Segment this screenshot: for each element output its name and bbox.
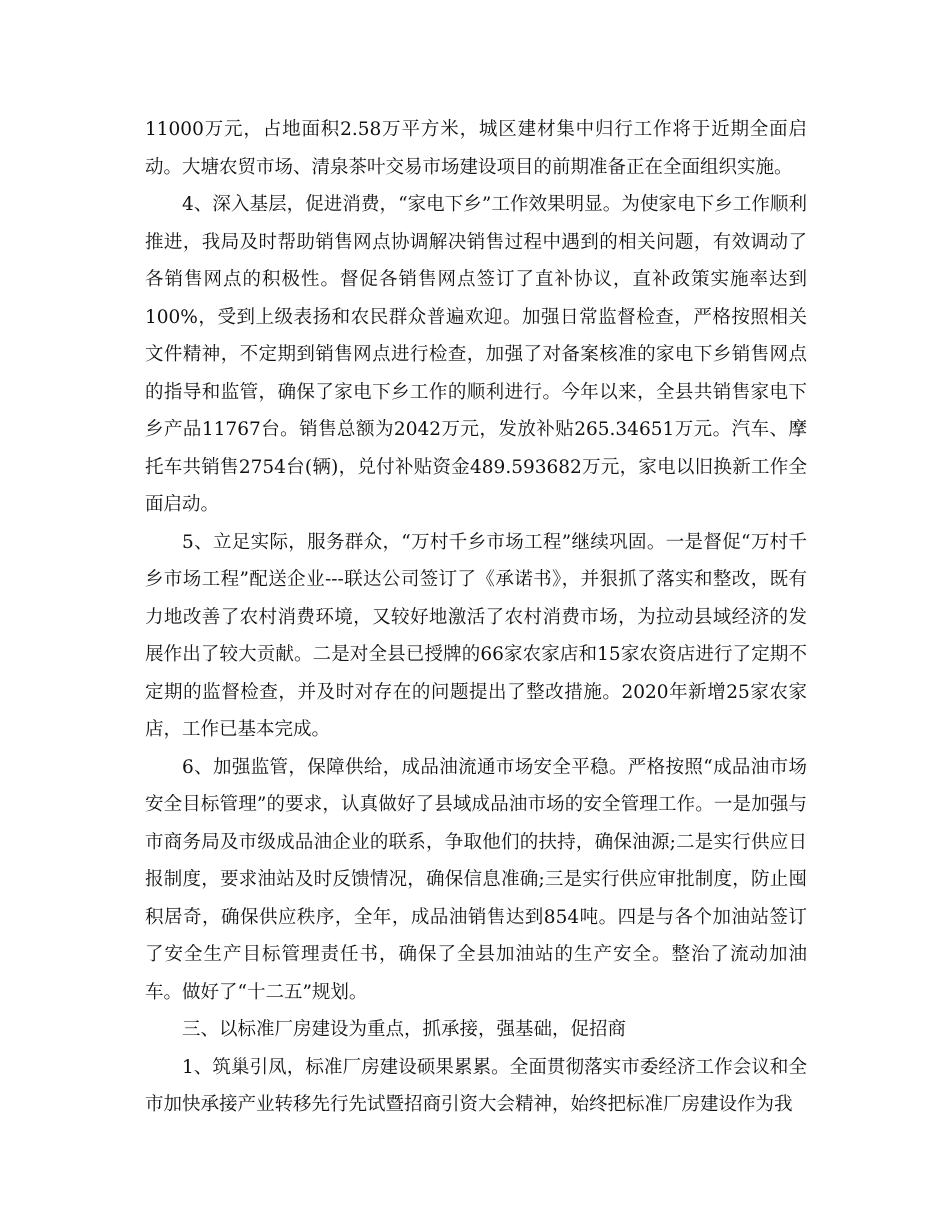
- paragraph-item-5-village-market: 5、立足实际，服务群众，“万村千乡市场工程”继续巩固。一是督促“万村千乡市场工程”配送企业---联达公司签订了《承诺书》，并狠抓了落实和整改，既有力地改善了农村消费环境，又较好地激活了农村消费市场，为拉动县域经济的发展作出了较大贡献。二是对全县已授牌的66家农家店和15家农资店进行了定期不定期的监督检查，并及时对存在的问题提出了整改措施。2020年新增25家农家店，工作已基本完成。: [145, 531, 807, 740]
- document-body: [145, 111, 807, 1124]
- section-heading-3: 三、以标准厂房建设为重点，抓承接，强基础，促招商: [182, 1019, 627, 1040]
- paragraph-continuation: 11000万元，占地面积2.58万平方米，城区建材集中归行工作将于近期全面启动。大塘农贸市场、清泉茶叶交易市场建设项目的前期准备正在全面组织实施。: [145, 119, 807, 178]
- paragraph-item-4-home-appliances: 4、深入基层，促进消费，“家电下乡”工作效果明显。为使家电下乡工作顺利推进，我局及时帮助销售网点协调解决销售过程中遇到的相关问题，有效调动了各销售网点的积极性。督促各销售网点签订了直补协议，直补政策实施率达到100%，受到上级表扬和农民群众普遍欢迎。加强日常监督检查，严格按照相关文件精神，不定期到销售网点进行检查，加强了对备案核准的家电下乡销售网点的指导和监管，确保了家电下乡工作的顺利进行。今年以来，全县共销售家电下乡产品11767台。销售总额为2042万元，发放补贴265.34651万元。汽车、摩托车共销售2754台(辆)，兑付补贴资金489.593682万元，家电以旧换新工作全面启动。: [145, 194, 807, 515]
- paragraph-item-6-refined-oil: 6、加强监管，保障供给，成品油流通市场安全平稳。严格按照“成品油市场安全目标管理”的要求，认真做好了县域成品油市场的安全管理工作。一是加强与市商务局及市级成品油企业的联系，争取他们的扶持，确保油源;二是实行供应日报制度，要求油站及时反馈情况，确保信息准确;三是实行供应审批制度，防止囤积居奇，确保供应秩序，全年，成品油销售达到854吨。四是与各个加油站签订了安全生产目标管理责任书，确保了全县加油站的生产安全。整治了流动加油车。做好了“十二五”规划。: [145, 756, 807, 1003]
- paragraph-item-3-1-factory: 1、筑巢引凤，标准厂房建设硕果累累。全面贯彻落实市委经济工作会议和全市加快承接产业转移先行先试暨招商引资大会精神，始终把标准厂房建设作为我: [145, 1056, 807, 1115]
